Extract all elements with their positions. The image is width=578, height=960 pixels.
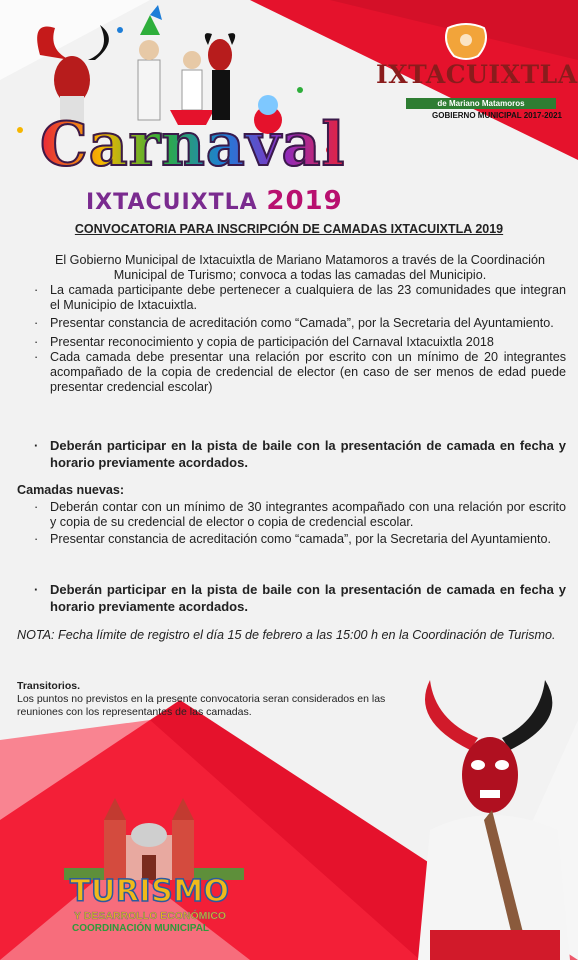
municipality-emblem-icon [366, 22, 566, 62]
list-item: · Presentar constancia de acreditación como “Camada”, por la Secretaria del Ayuntamiento. [32, 316, 566, 331]
municipality-logo [366, 22, 578, 132]
devil-mask-figure [410, 680, 578, 960]
turismo-word: TURISMO [70, 874, 230, 909]
transitorios-text: Los puntos no previstos en la presente convocatoria seran considerados en las reuniones con los representantes de las camadas. [17, 693, 386, 718]
turismo-coordination: COORDINACIÓN MUNICIPAL [72, 923, 210, 934]
document-title: CONVOCATORIA PARA INSCRIPCIÓN DE CAMADAS IXTACUIXTLA 2019 [74, 222, 504, 236]
church-icon [64, 790, 244, 880]
carnaval-year: 2019 [266, 186, 343, 216]
requirements-list [32, 283, 566, 395]
new-requirements-list [32, 500, 566, 547]
intro-paragraph: El Gobierno Municipal de Ixtacuixtla de Mariano Matamoros a través de la Coordinación Municipal de Turismo; convoca a todas las camadas del Municipio. [54, 253, 545, 282]
list-item: · La camada participante debe pertenecer a cualquiera de las 23 comunidades que integran el Municipio de Ixtacuixtla. [32, 283, 566, 313]
list-item: · Deberán contar con un mínimo de 30 integrantes acompañado con una relación por escrito y copia de su credencial de elector o copia de credencial escolar. [32, 500, 566, 530]
transitorios-heading: Transitorios. [17, 680, 81, 692]
list-item: · Deberán participar en la pista de baile con la presentación de camada en fecha y horario previamente acordados. [32, 581, 566, 615]
new-camadas-heading: Camadas nuevas: [17, 483, 125, 497]
new-requirements-bold-list [32, 581, 566, 615]
municipality-name: IXTACUIXTLA [376, 60, 578, 89]
deadline-note: NOTA: Fecha límite de registro el día 15 de febrero a las 15:00 h en la Coordinación de Turismo. [17, 628, 556, 642]
carnaval-subtitle [86, 186, 343, 216]
list-item: · Deberán participar en la pista de baile con la presentación de camada en fecha y horario previamente acordados. [32, 437, 566, 471]
government-period: GOBIERNO MUNICIPAL 2017-2021 [432, 111, 562, 120]
list-item: · Presentar constancia de acreditación como “camada”, por la Secretaria del Ayuntamiento. [32, 532, 566, 547]
municipality-subtitle: de Mariano Matamoros [406, 98, 556, 109]
carnaval-hero-art [0, 0, 360, 220]
turismo-subtitle: Y DESARROLLO ECONÓMICO [74, 910, 227, 922]
carnaval-title: Carnaval [40, 110, 346, 180]
requirements-bold-list [32, 437, 566, 471]
carnaval-place: IXTACUIXTLA [86, 190, 258, 215]
devil-mask-icon [410, 680, 578, 960]
list-item: · Presentar reconocimiento y copia de participación del Carnaval Ixtacuixtla 2018 [32, 335, 566, 350]
list-item: · Cada camada debe presentar una relación por escrito con un mínimo de 20 integrantes acompañado de la copia de credencial de elector (en caso de ser menos de edad puede presentar credencial escolar) [32, 350, 566, 395]
turismo-logo [64, 790, 244, 940]
